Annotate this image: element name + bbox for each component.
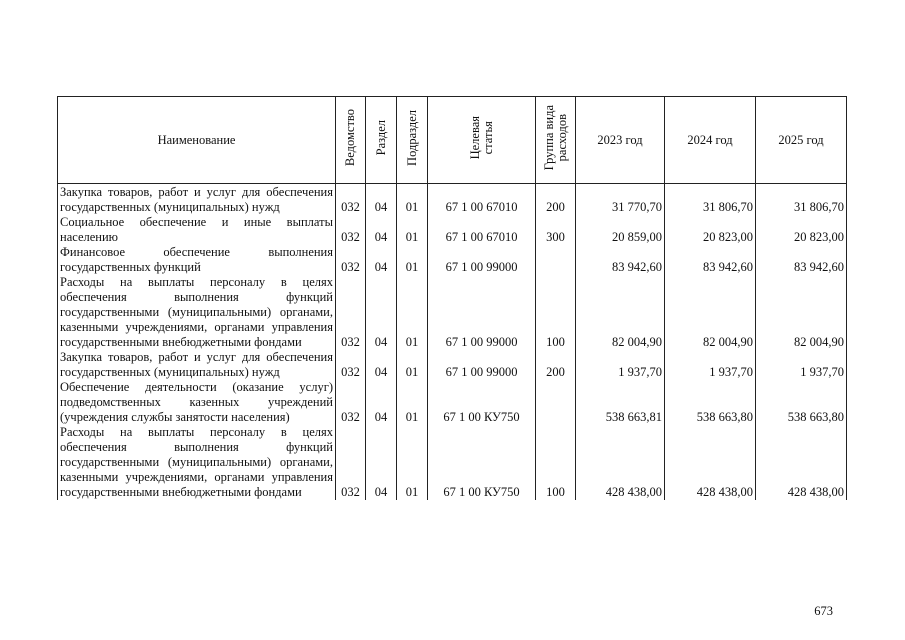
row-2023: 20 859,00 bbox=[576, 215, 665, 245]
row-target: 67 1 00 99000 bbox=[428, 275, 536, 350]
row-2025: 83 942,60 bbox=[756, 245, 847, 275]
row-subsection: 01 bbox=[397, 380, 428, 425]
row-section: 04 bbox=[366, 215, 397, 245]
header-name: Наименование bbox=[58, 97, 336, 184]
page-number: 673 bbox=[814, 604, 833, 618]
row-ministry: 032 bbox=[336, 245, 366, 275]
row-2023: 428 438,00 bbox=[576, 425, 665, 500]
row-section: 04 bbox=[366, 275, 397, 350]
row-group: 200 bbox=[536, 350, 576, 380]
header-target-line1: Целевая bbox=[467, 116, 482, 160]
header-subsection: Подраздел bbox=[397, 97, 428, 184]
row-2024: 82 004,90 bbox=[665, 275, 756, 350]
row-group: 200 bbox=[536, 184, 576, 216]
row-subsection: 01 bbox=[397, 245, 428, 275]
table-row bbox=[58, 425, 847, 500]
row-2023: 83 942,60 bbox=[576, 245, 665, 275]
row-subsection: 01 bbox=[397, 275, 428, 350]
row-name: Закупка товаров, работ и услуг для обеспечения государственных (муниципальных) нужд bbox=[58, 350, 336, 380]
row-subsection: 01 bbox=[397, 350, 428, 380]
row-section: 04 bbox=[366, 350, 397, 380]
header-ministry: Ведомство bbox=[336, 97, 366, 184]
row-2023: 1 937,70 bbox=[576, 350, 665, 380]
row-2024: 31 806,70 bbox=[665, 184, 756, 216]
header-2023: 2023 год bbox=[576, 97, 665, 184]
header-2024: 2024 год bbox=[665, 97, 756, 184]
header-expense-line2: расходов bbox=[554, 114, 569, 162]
row-2025: 20 823,00 bbox=[756, 215, 847, 245]
header-target-line2: статья bbox=[480, 121, 495, 155]
row-subsection: 01 bbox=[397, 425, 428, 500]
header-target bbox=[428, 97, 536, 184]
budget-table bbox=[57, 96, 847, 500]
table-body bbox=[58, 184, 847, 501]
header-expense-line1: Группа вида bbox=[541, 105, 556, 171]
row-ministry: 032 bbox=[336, 275, 366, 350]
row-ministry: 032 bbox=[336, 380, 366, 425]
row-2025: 538 663,80 bbox=[756, 380, 847, 425]
row-2023: 538 663,81 bbox=[576, 380, 665, 425]
row-name: Расходы на выплаты персоналу в целях обеспечения выполнения функций государственными (муниципальными) органами, казенными учреждениями, органами управления государственными внебюджетными фондами bbox=[58, 425, 336, 500]
row-target: 67 1 00 67010 bbox=[428, 184, 536, 216]
row-2025: 1 937,70 bbox=[756, 350, 847, 380]
row-subsection: 01 bbox=[397, 215, 428, 245]
row-2025: 31 806,70 bbox=[756, 184, 847, 216]
row-target: 67 1 00 99000 bbox=[428, 245, 536, 275]
row-section: 04 bbox=[366, 184, 397, 216]
row-2023: 82 004,90 bbox=[576, 275, 665, 350]
row-2024: 538 663,80 bbox=[665, 380, 756, 425]
table-row bbox=[58, 350, 847, 380]
header-2025: 2025 год bbox=[756, 97, 847, 184]
table-row bbox=[58, 380, 847, 425]
row-subsection: 01 bbox=[397, 184, 428, 216]
row-section: 04 bbox=[366, 380, 397, 425]
row-2024: 428 438,00 bbox=[665, 425, 756, 500]
row-group: 300 bbox=[536, 215, 576, 245]
row-ministry: 032 bbox=[336, 215, 366, 245]
row-target: 67 1 00 КУ750 bbox=[428, 425, 536, 500]
row-ministry: 032 bbox=[336, 350, 366, 380]
row-target: 67 1 00 КУ750 bbox=[428, 380, 536, 425]
row-target: 67 1 00 99000 bbox=[428, 350, 536, 380]
row-2024: 20 823,00 bbox=[665, 215, 756, 245]
table-row bbox=[58, 184, 847, 216]
row-name: Обеспечение деятельности (оказание услуг) подведомственных казенных учреждений (учреждения службы занятости населения) bbox=[58, 380, 336, 425]
header-section: Раздел bbox=[366, 97, 397, 184]
table-header-row bbox=[58, 97, 847, 184]
row-2023: 31 770,70 bbox=[576, 184, 665, 216]
row-section: 04 bbox=[366, 245, 397, 275]
row-ministry: 032 bbox=[336, 425, 366, 500]
header-expense-group bbox=[536, 97, 576, 184]
row-group bbox=[536, 380, 576, 425]
row-group bbox=[536, 245, 576, 275]
row-group: 100 bbox=[536, 425, 576, 500]
row-target: 67 1 00 67010 bbox=[428, 215, 536, 245]
row-name: Расходы на выплаты персоналу в целях обеспечения выполнения функций государственными (муниципальными) органами, казенными учреждениями, органами управления государственными внебюджетными фондами bbox=[58, 275, 336, 350]
row-2025: 428 438,00 bbox=[756, 425, 847, 500]
table-row bbox=[58, 245, 847, 275]
table-row bbox=[58, 275, 847, 350]
row-2024: 83 942,60 bbox=[665, 245, 756, 275]
table-row bbox=[58, 215, 847, 245]
row-ministry: 032 bbox=[336, 184, 366, 216]
row-name: Финансовое обеспечение выполнения государственных функций bbox=[58, 245, 336, 275]
row-section: 04 bbox=[366, 425, 397, 500]
row-group: 100 bbox=[536, 275, 576, 350]
row-2025: 82 004,90 bbox=[756, 275, 847, 350]
row-2024: 1 937,70 bbox=[665, 350, 756, 380]
row-name: Закупка товаров, работ и услуг для обеспечения государственных (муниципальных) нужд bbox=[58, 184, 336, 216]
row-name: Социальное обеспечение и иные выплаты населению bbox=[58, 215, 336, 245]
